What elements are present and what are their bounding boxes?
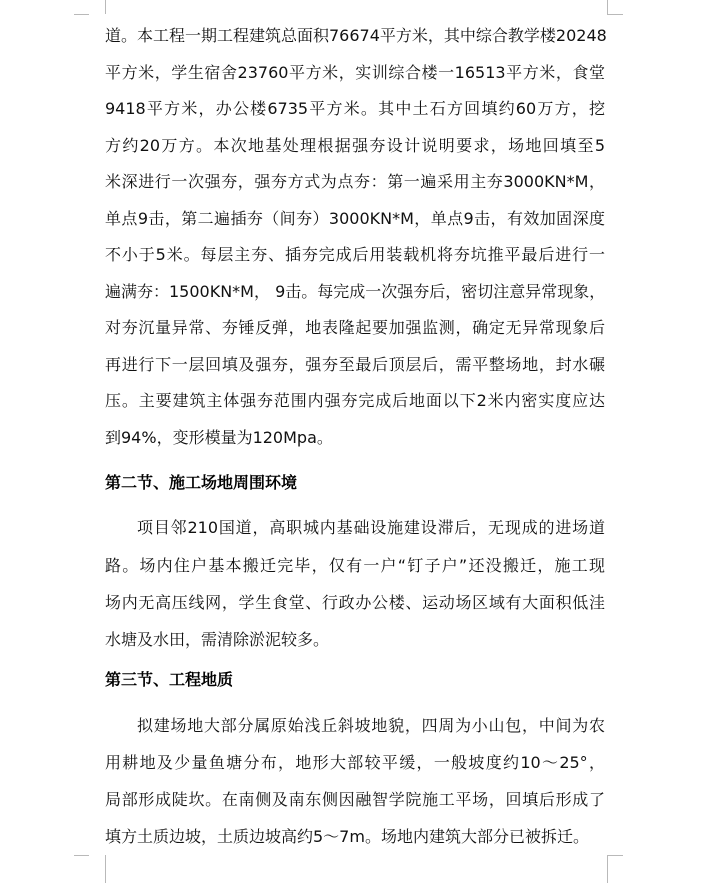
- body-text-line: 9418平方米，办公楼6735平方米。其中土石方回填约60万方，挖: [105, 99, 605, 118]
- body-text-line: 方约20万方。本次地基处理根据强夯设计说明要求，场地回填至5: [105, 136, 605, 155]
- body-text-line: 压。主要建筑主体强夯范围内强夯完成后地面以下2米内密实度应达: [105, 391, 605, 410]
- body-text-line: 对夯沉量异常、夯锤反弹，地表隆起要加强监测，确定无异常现象后: [105, 318, 605, 337]
- margin-corner-top-left: [74, 14, 89, 15]
- body-text-line: 拟建场地大部分属原始浅丘斜坡地貌，四周为小山包，中间为农: [137, 716, 605, 735]
- body-text-line: 再进行下一层回填及强夯，强夯至最后顶层后，需平整场地，封水碾: [105, 355, 605, 374]
- section-heading: 第三节、工程地质: [105, 670, 234, 689]
- margin-corner-bottom-left: [74, 855, 89, 856]
- body-text-line: 项目邻210国道，高职城内基础设施建设滞后，无现成的进场道: [137, 518, 605, 537]
- margin-corner-top-left: [89, 0, 106, 14]
- margin-corner-top-right: [607, 14, 623, 15]
- body-text-line: 米深进行一次强夯，强夯方式为点夯：第一遍采用主夯3000KN*M，: [105, 172, 605, 191]
- body-text-line: 道。本工程一期工程建筑总面积76674平方米，其中综合教学楼20248: [105, 26, 607, 45]
- margin-corner-bottom-left: [89, 855, 106, 883]
- body-text-line: 用耕地及少量鱼塘分布，地形大部较平缓，一般坡度约10～25°，: [105, 753, 605, 772]
- body-text-line: 遍满夯：1500KN*M， 9击。每完成一次强夯后，密切注意异常现象，: [105, 282, 606, 301]
- margin-corner-bottom-right: [607, 855, 623, 856]
- body-text-line: 场内无高压线网，学生食堂、行政办公楼、运动场区域有大面积低洼: [105, 593, 605, 612]
- body-text-line: 平方米，学生宿舍23760平方米，实训综合楼一16513平方米，食堂: [105, 63, 605, 82]
- body-text-line: 路。场内住户基本搬迁完毕，仅有一户“钉子户”还没搬迁，施工现: [105, 556, 605, 575]
- body-text-line: 填方土质边坡，土质边坡高约5～7m。场地内建筑大部分已被拆迁。: [105, 827, 589, 846]
- margin-corner-bottom-right: [607, 855, 624, 883]
- body-text-line: 局部形成陡坎。在南侧及南东侧因融智学院施工平场，回填后形成了: [105, 790, 605, 809]
- body-text-line: 单点9击，第二遍插夯（间夯）3000KN*M，单点9击，有效加固深度: [105, 209, 605, 228]
- body-text-line: 水塘及水田，需清除淤泥较多。: [105, 630, 330, 649]
- body-text-line: 不小于5米。每层主夯、插夯完成后用装载机将夯坑推平最后进行一: [105, 245, 605, 264]
- section-heading: 第二节、施工场地周围环境: [105, 473, 298, 492]
- margin-corner-top-right: [607, 0, 624, 14]
- body-text-line: 到94%，变形模量为120Mpa。: [105, 428, 333, 447]
